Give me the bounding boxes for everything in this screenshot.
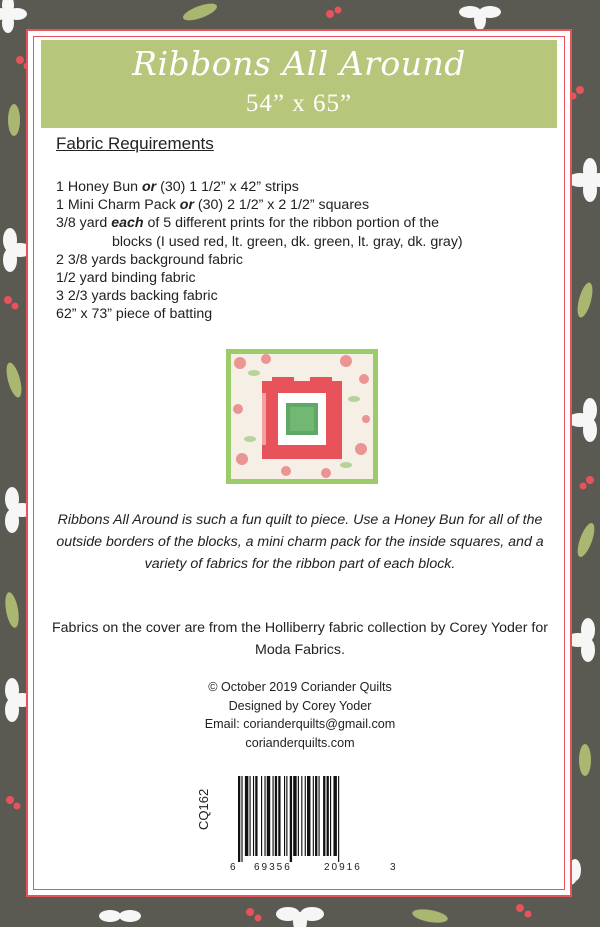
barcode-bar	[245, 776, 248, 856]
barcode-bar	[241, 776, 242, 862]
title-band	[41, 40, 557, 128]
barcode-bar	[319, 776, 320, 856]
quilt-block-image	[226, 349, 378, 484]
requirement-item: 62” x 73” piece of batting	[56, 306, 213, 323]
barcode-bar	[330, 776, 331, 856]
quilt-size: 54” x 65”	[245, 90, 353, 117]
barcode-bar	[315, 776, 317, 856]
barcode-bar	[255, 776, 257, 856]
requirement-item: 3 2/3 yards backing fabric	[56, 288, 218, 305]
barcode-bar	[273, 776, 274, 856]
requirement-item: 1/2 yard binding fabric	[56, 270, 196, 287]
barcode-digit-first: 6	[230, 862, 236, 873]
barcode-bar	[267, 776, 270, 856]
pattern-title: Ribbons All Around	[132, 44, 466, 83]
requirement-item: 2 3/8 yards background fabric	[56, 251, 243, 268]
designer-text: Designed by Corey Yoder	[228, 698, 372, 713]
barcode-bar	[278, 776, 280, 856]
barcode-bar	[327, 776, 329, 856]
barcode	[228, 772, 398, 874]
sku-label: CQ162	[196, 788, 211, 830]
barcode-group-1: 69356	[254, 862, 292, 873]
barcode-bar	[238, 776, 240, 862]
barcode-bar	[338, 776, 339, 862]
barcode-bar	[307, 776, 310, 856]
barcode-bar	[293, 776, 296, 856]
barcode-bar	[323, 776, 325, 856]
barcode-bar	[253, 776, 254, 856]
barcode-bar	[261, 776, 262, 856]
copyright-text: © October 2019 Coriander Quilts	[208, 680, 392, 694]
requirement-item-continued: blocks (I used red, lt. green, dk. green, lt. gray, dk. gray)	[112, 233, 463, 250]
barcode-bar	[275, 776, 277, 856]
requirement-item: 1 Mini Charm Pack or (30) 2 1/2” x 2 1/2” squares	[56, 197, 370, 214]
website-link[interactable]: corianderquilts.com	[245, 735, 355, 750]
email-link[interactable]: Email: corianderquilts@gmail.com	[204, 717, 396, 731]
barcode-bar	[301, 776, 302, 856]
barcode-digit-last: 3	[390, 862, 396, 873]
barcode-bar	[284, 776, 285, 856]
barcode-bar	[305, 776, 306, 856]
barcode-bar	[250, 776, 251, 856]
requirement-item: 1 Honey Bun or (30) 1 1/2” x 42” strips	[56, 179, 299, 195]
pattern-description: Ribbons All Around is such a fun quilt to piece. Use a Honey Bun for all of the outside borders of the blocks, a mini charm pack for the inside squares, and a variety of fabrics for the ribbon part of each block.	[56, 512, 544, 572]
barcode-group-2: 20916	[324, 862, 362, 873]
barcode-bar	[286, 776, 287, 856]
fabrics-note: Fabrics on the cover are from the Holliberry fabric collection by Corey Yoder for Moda Fabrics.	[52, 620, 548, 658]
fabric-requirements-list	[56, 178, 556, 324]
requirement-item: 3/8 yard each of 5 different prints for the ribbon portion of the	[56, 215, 440, 232]
barcode-bar	[313, 776, 314, 856]
barcode-bar	[264, 776, 265, 856]
barcode-bar	[298, 776, 299, 856]
credits	[42, 678, 558, 752]
barcode-bar	[333, 776, 336, 856]
barcode-bar	[290, 776, 292, 862]
fabric-requirements-heading: Fabric Requirements	[56, 134, 214, 153]
